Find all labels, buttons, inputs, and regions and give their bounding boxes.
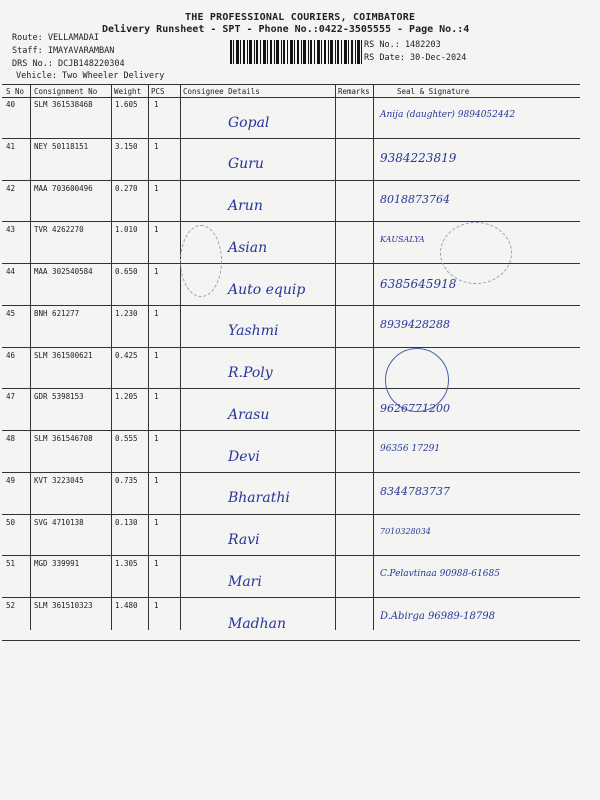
- serial-number: 42: [6, 183, 16, 193]
- weight-value: 0.650: [115, 267, 138, 277]
- header-weight: Weight: [114, 87, 142, 96]
- consignment-number: SVG 4710138: [34, 517, 84, 527]
- consignee-name: Arun: [228, 198, 263, 215]
- consignment-number: SLM 361538468: [34, 100, 93, 109]
- weight-value: 0.555: [115, 434, 138, 444]
- serial-number: 47: [6, 392, 16, 402]
- consignment-number: SLM 361510323: [34, 601, 93, 611]
- signature-text: 8939428288: [380, 318, 450, 332]
- stamp-mark: [440, 222, 512, 284]
- consignee-name: Gopal: [228, 114, 270, 131]
- weight-value: 1.480: [115, 601, 138, 611]
- consignment-number: MAA 703600496: [34, 183, 93, 193]
- serial-number: 40: [6, 100, 16, 109]
- table-row: [0, 389, 600, 431]
- weight-value: 1.305: [115, 559, 138, 569]
- weight-value: 0.735: [115, 475, 138, 485]
- serial-number: 41: [6, 141, 16, 151]
- consignee-name: Bharathi: [228, 490, 290, 507]
- header-sno: S No: [6, 87, 25, 96]
- signature-text: 9384223819: [380, 151, 457, 166]
- pcs-value: 1: [154, 141, 159, 151]
- serial-number: 50: [6, 517, 16, 527]
- table-row: [0, 306, 600, 348]
- weight-value: 1.605: [115, 100, 138, 109]
- consignee-name: Auto equip: [228, 281, 306, 298]
- signature-text: Anija (daughter) 9894052442: [380, 109, 516, 120]
- stamp-mark: [385, 348, 449, 412]
- signature-text: 9626771200: [380, 401, 450, 415]
- consignment-number: KVT 3223045: [34, 475, 84, 485]
- table-row: [0, 515, 600, 557]
- pcs-value: 1: [154, 475, 159, 485]
- consignment-number: MAA 302540584: [34, 267, 93, 277]
- serial-number: 43: [6, 225, 16, 235]
- weight-value: 0.130: [115, 517, 138, 527]
- signature-text: 6385645918: [380, 276, 457, 291]
- consignee-name: Yashmi: [228, 323, 279, 340]
- header-consignment: Consignment No: [34, 87, 98, 96]
- pcs-value: 1: [154, 225, 159, 235]
- serial-number: 49: [6, 475, 16, 485]
- serial-number: 52: [6, 601, 16, 611]
- pcs-value: 1: [154, 559, 159, 569]
- vehicle-label: Vehicle: Two Wheeler Delivery: [16, 71, 165, 81]
- signature-text: KAUSALYA: [380, 234, 425, 244]
- header-pcs: PCS: [151, 87, 165, 96]
- company-title: THE PROFESSIONAL COURIERS, COIMBATORE: [185, 12, 416, 23]
- table-row: [0, 473, 600, 515]
- consignee-name: Madhan: [228, 615, 287, 632]
- weight-value: 0.270: [115, 183, 138, 193]
- barcode-image: [230, 40, 362, 64]
- staff-label: Staff: IMAYAVARAMBAN: [12, 46, 115, 56]
- serial-number: 44: [6, 267, 16, 277]
- consignee-name: Arasu: [228, 406, 270, 423]
- pcs-value: 1: [154, 100, 159, 109]
- pcs-value: 1: [154, 308, 159, 318]
- rs-date: RS Date: 30-Dec-2024: [364, 53, 467, 63]
- consignment-number: GDR 5398153: [34, 392, 84, 402]
- serial-number: 45: [6, 308, 16, 318]
- drs-number: DRS No.: DCJB148220304: [12, 59, 125, 69]
- pcs-value: 1: [154, 183, 159, 193]
- table-bottom-border: [2, 640, 580, 641]
- signature-text: 7010328034: [380, 527, 431, 537]
- table-top-border: [2, 84, 580, 85]
- weight-value: 1.230: [115, 308, 138, 318]
- runsheet-title: Delivery Runsheet - SPT - Phone No.:0422-3505555 - Page No.:4: [102, 24, 470, 35]
- header-remarks: Remarks: [338, 87, 370, 96]
- pcs-value: 1: [154, 517, 159, 527]
- rs-number: RS No.: 1482203: [364, 40, 441, 50]
- consignment-number: MGD 339991: [34, 559, 80, 569]
- header-consignee: Consignee Details: [183, 87, 260, 96]
- signature-text: 8344783737: [380, 485, 450, 499]
- pcs-value: 1: [154, 392, 159, 402]
- table-row: [0, 181, 600, 223]
- table-row: [0, 348, 600, 390]
- pcs-value: 1: [154, 267, 159, 277]
- consignment-number: SLM 361500621: [34, 350, 93, 360]
- stamp-mark: [180, 225, 222, 297]
- consignee-name: Mari: [228, 573, 262, 590]
- weight-value: 0.425: [115, 350, 138, 360]
- consignee-name: Ravi: [228, 532, 260, 549]
- consignee-name: Asian: [228, 239, 268, 256]
- pcs-value: 1: [154, 350, 159, 360]
- pcs-value: 1: [154, 601, 159, 611]
- table-row: [0, 139, 600, 181]
- consignee-name: Guru: [228, 156, 264, 173]
- header-signature: Seal & Signature: [397, 87, 470, 96]
- weight-value: 3.150: [115, 141, 138, 151]
- serial-number: 48: [6, 434, 16, 444]
- pcs-value: 1: [154, 434, 159, 444]
- consignee-name: R.Poly: [228, 365, 273, 382]
- signature-text: D.Abirga 96989-18798: [380, 610, 495, 622]
- table-row: [0, 556, 600, 598]
- consignment-number: BNH 621277: [34, 308, 80, 318]
- table-row: [0, 264, 600, 306]
- table-row: [0, 431, 600, 473]
- signature-text: 96356 17291: [380, 443, 441, 454]
- serial-number: 46: [6, 350, 16, 360]
- signature-text: C.Pelavtinaa 90988-61685: [380, 568, 500, 579]
- table-row: [0, 598, 600, 640]
- consignment-number: NEY 50118151: [34, 141, 89, 151]
- weight-value: 1.205: [115, 392, 138, 402]
- consignment-number: TVR 4262270: [34, 225, 84, 235]
- route-label: Route: VELLAMADAI: [12, 33, 99, 43]
- serial-number: 51: [6, 559, 16, 569]
- consignee-name: Devi: [228, 448, 260, 465]
- signature-text: 8018873764: [380, 193, 450, 207]
- consignment-number: SLM 361546708: [34, 434, 93, 444]
- weight-value: 1.010: [115, 225, 138, 235]
- table-row: [0, 97, 600, 139]
